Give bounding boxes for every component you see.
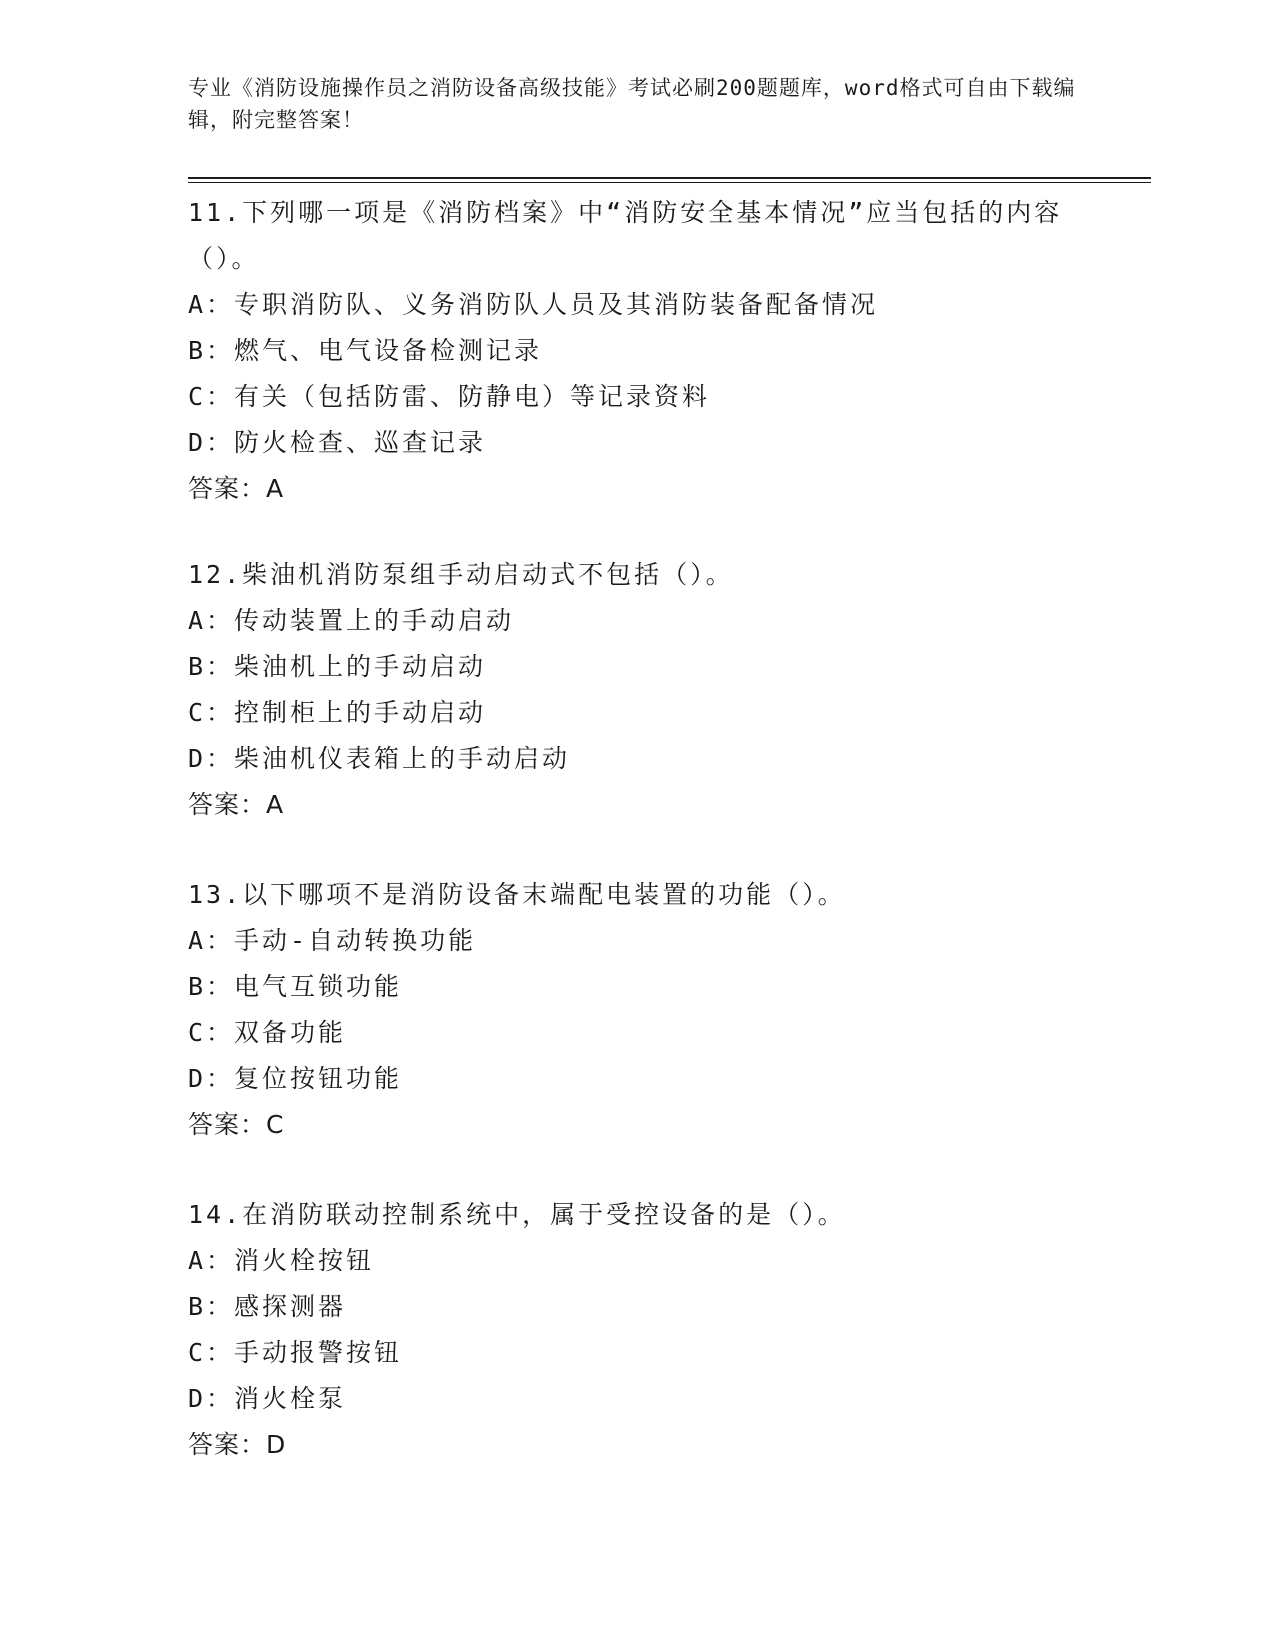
option-d: D：柴油机仪表箱上的手动启动 <box>188 744 571 773</box>
document-header: 专业《消防设施操作员之消防设备高级技能》考试必刷200题题库，word格式可自由下载编辑，附完整答案！ <box>188 76 1076 132</box>
header-divider-thick <box>188 177 1151 179</box>
option-d: D：复位按钮功能 <box>188 1064 403 1093</box>
option-d: D：消火栓泵 <box>188 1384 347 1413</box>
question-stem: 13.以下哪项不是消防设备末端配电装置的功能（）。 <box>188 880 846 909</box>
question-13 <box>188 872 1088 1148</box>
option-b: B：燃气、电气设备检测记录 <box>188 336 543 365</box>
question-14 <box>188 1192 1088 1468</box>
option-c: C：有关（包括防雷、防静电）等记录资料 <box>188 382 711 411</box>
answer: 答案：A <box>188 474 285 503</box>
question-stem: 11.下列哪一项是《消防档案》中“消防安全基本情况”应当包括的内容（）。 <box>188 198 1063 273</box>
option-b: B：电气互锁功能 <box>188 972 403 1001</box>
question-stem: 12.柴油机消防泵组手动启动式不包括（）。 <box>188 560 734 589</box>
option-a: A：消火栓按钮 <box>188 1246 375 1275</box>
answer: 答案：D <box>188 1430 287 1459</box>
answer: 答案：A <box>188 790 285 819</box>
option-a: A：专职消防队、义务消防队人员及其消防装备配备情况 <box>188 290 879 319</box>
question-12 <box>188 552 1088 828</box>
question-stem: 14.在消防联动控制系统中，属于受控设备的是（）。 <box>188 1200 846 1229</box>
header-divider-thin <box>188 182 1151 183</box>
option-a: A：手动-自动转换功能 <box>188 926 477 955</box>
option-b: B：柴油机上的手动启动 <box>188 652 487 681</box>
question-11 <box>188 190 1088 512</box>
option-d: D：防火检查、巡查记录 <box>188 428 487 457</box>
option-c: C：手动报警按钮 <box>188 1338 403 1367</box>
option-c: C：控制柜上的手动启动 <box>188 698 487 727</box>
answer: 答案：C <box>188 1110 285 1139</box>
option-b: B：感探测器 <box>188 1292 347 1321</box>
option-a: A：传动装置上的手动启动 <box>188 606 515 635</box>
option-c: C：双备功能 <box>188 1018 347 1047</box>
